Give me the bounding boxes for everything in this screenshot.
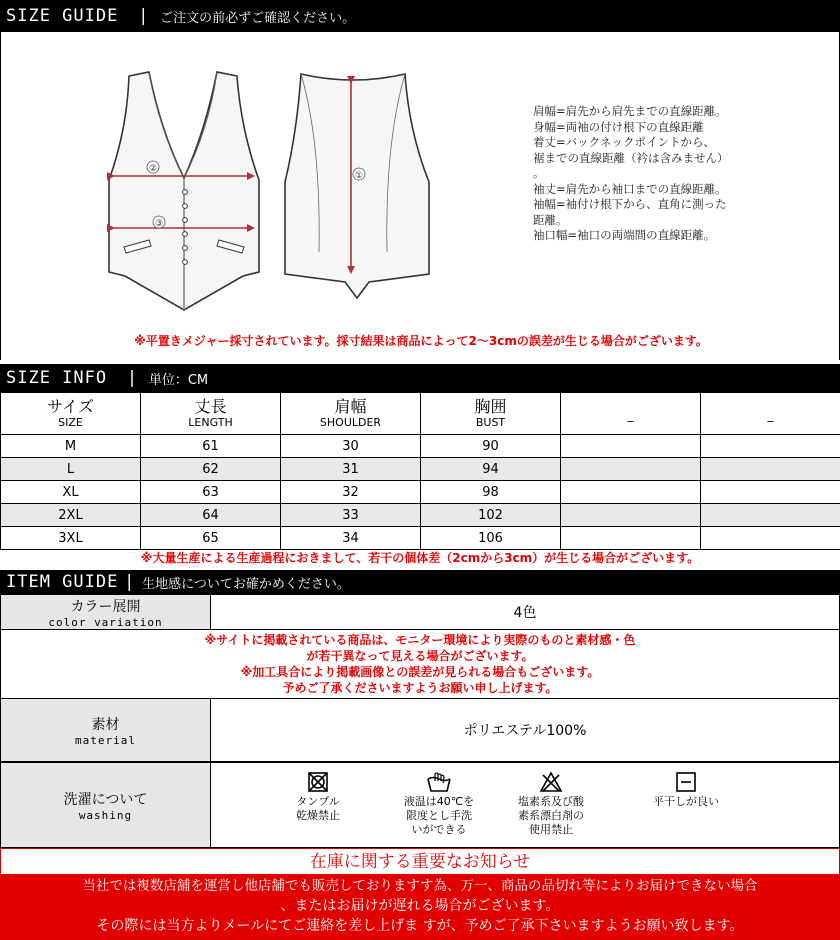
bust-cell: 94 (421, 458, 561, 481)
item-guide-header (0, 570, 840, 594)
size-cell: XL (1, 481, 141, 504)
size-guide-title: SIZE GUIDE (6, 6, 119, 26)
item-disclaimer (0, 630, 840, 698)
stock-notice-body (0, 874, 840, 940)
color-variation-row (0, 594, 840, 630)
header-cell: 胸囲 BUST (421, 393, 561, 435)
marker-length: ① (354, 171, 364, 181)
table-row (1, 458, 840, 481)
size-info-header (0, 364, 840, 392)
size-table (0, 392, 840, 550)
size-info-title: SIZE INFO (6, 368, 108, 388)
washing-label-en: washing (78, 808, 133, 822)
color-label-jp: カラー展開 (70, 598, 141, 615)
empty-cell (561, 458, 701, 481)
measurement-diagram (0, 32, 840, 360)
header-separator: | (126, 572, 133, 592)
material-label-jp: 素材 (91, 716, 120, 733)
washing-label-cell (1, 763, 211, 847)
size-cell: L (1, 458, 141, 481)
shoulder-cell: 31 (281, 458, 421, 481)
measurement-legend (533, 104, 773, 244)
color-label-cell (1, 595, 211, 629)
item-disclaimer-line: ※加工具合により掲載画像との誤差が見られる場合もございます。 (240, 665, 600, 679)
shoulder-cell: 30 (281, 435, 421, 458)
empty-cell (701, 527, 840, 550)
care-item (641, 771, 731, 809)
empty-cell (701, 504, 840, 527)
empty-cell (701, 458, 840, 481)
material-row (0, 698, 840, 762)
header-cell: 肩幅 SHOULDER (281, 393, 421, 435)
table-row (1, 504, 840, 527)
care-text: 塩素系及び酸 素系漂白剤の 使用禁止 (518, 795, 584, 836)
length-cell: 64 (141, 504, 281, 527)
stock-notice-title: 在庫に関する重要なお知らせ (0, 848, 840, 874)
care-item (273, 771, 363, 823)
length-cell: 65 (141, 527, 281, 550)
length-cell: 61 (141, 435, 281, 458)
care-text: タンブル 乾燥禁止 (296, 795, 340, 822)
empty-cell (701, 481, 840, 504)
vest-back (285, 74, 429, 298)
material-label-en: material (75, 733, 136, 747)
shoulder-cell: 33 (281, 504, 421, 527)
item-guide-title: ITEM GUIDE (6, 572, 119, 592)
empty-cell (561, 504, 701, 527)
size-cell: 2XL (1, 504, 141, 527)
care-text: 平干しが良い (653, 795, 719, 808)
shoulder-cell: 34 (281, 527, 421, 550)
legend-line: 袖丈=肩先から袖口までの直線距離。 (533, 181, 727, 196)
item-disclaimer-line: ※サイトに掲載されている商品は、モニター環境により実際のものと素材感・色 (204, 633, 636, 647)
size-disclaimer: ※大量生産による生産過程におきまして、若干の個体差（2cmから3cm）が生じる場合がございます。 (140, 551, 700, 565)
legend-line: 袖幅=袖付け根下から、直角に測った 距離。 (533, 197, 727, 227)
size-guide-note: ご注文の前必ずご確認ください。 (160, 10, 356, 26)
header-separator: | (129, 368, 135, 388)
marker-chest: ② (148, 164, 158, 174)
header-cell: _ (561, 393, 701, 435)
empty-cell (561, 481, 701, 504)
header-cell: サイズ SIZE (1, 393, 141, 435)
item-disclaimer-line: 予めご了承くださいますようお願い申し上げます。 (282, 681, 558, 695)
color-label-en: color variation (48, 615, 163, 629)
size-cell: M (1, 435, 141, 458)
washing-label-jp: 洗濯について (63, 791, 148, 808)
washing-care-list (211, 763, 839, 847)
header-cell: _ (701, 393, 840, 435)
table-row (1, 527, 840, 550)
shoulder-cell: 32 (281, 481, 421, 504)
bust-cell: 90 (421, 435, 561, 458)
legend-line: 肩幅=肩先から肩先までの直線距離。 (533, 104, 727, 118)
empty-cell (701, 435, 840, 458)
no-tumble-dry-icon (307, 771, 329, 793)
bust-cell: 98 (421, 481, 561, 504)
washing-row (0, 762, 840, 848)
legend-line: 袖口幅=袖口の両端間の直線距離。 (533, 228, 716, 242)
marker-waist: ③ (154, 219, 164, 229)
legend-line: 身幅=両袖の付け根下の直線距離 (533, 119, 704, 134)
material-value: ポリエステル100% (463, 723, 587, 739)
size-guide-header (0, 0, 840, 32)
header-cell: 丈長 LENGTH (141, 393, 281, 435)
bust-cell: 102 (421, 504, 561, 527)
stock-notice-line: その際には当方よりメールにてご連絡を差し上げま すが、予めご了承下さいますようお願い致します。 (96, 918, 744, 934)
empty-cell (561, 435, 701, 458)
stock-notice-line: 当社では複数店舗を運営し他店舗でも販売しておりますす為、万一、商品の品切れ等によりお届けできない場合 (82, 878, 758, 894)
legend-line: 着丈=バックネックポイントから、 裾までの直線距離（衿は含みません） 。 (533, 135, 729, 180)
care-item (394, 771, 484, 837)
length-cell: 63 (141, 481, 281, 504)
care-item (506, 771, 596, 837)
size-table-header (1, 393, 840, 435)
item-disclaimer-line: が若干異なって見える場合がございます。 (306, 649, 534, 663)
empty-cell (561, 527, 701, 550)
size-cell: 3XL (1, 527, 141, 550)
bust-cell: 106 (421, 527, 561, 550)
hand-wash-40-icon (425, 771, 453, 793)
unit-label: 単位：CM (148, 372, 209, 388)
length-cell: 62 (141, 458, 281, 481)
stock-notice-line: 、またはお届けが遅れる場合がございます。 (280, 898, 560, 914)
flat-dry-icon (675, 771, 697, 793)
measurement-disclaimer: ※平置きメジャー採寸されています。採寸結果は商品によって2～3cmの誤差が生じる場合がございます。 (134, 334, 708, 348)
no-bleach-icon (539, 771, 563, 793)
header-separator: | (140, 6, 147, 26)
care-text: 液温は40℃を 限度とし手洗 いができる (403, 795, 475, 836)
table-row (1, 435, 840, 458)
item-guide-note: 生地感についてお確かめください。 (142, 576, 350, 592)
table-row (1, 481, 840, 504)
color-value: 4色 (513, 605, 537, 621)
material-label-cell (1, 699, 211, 761)
